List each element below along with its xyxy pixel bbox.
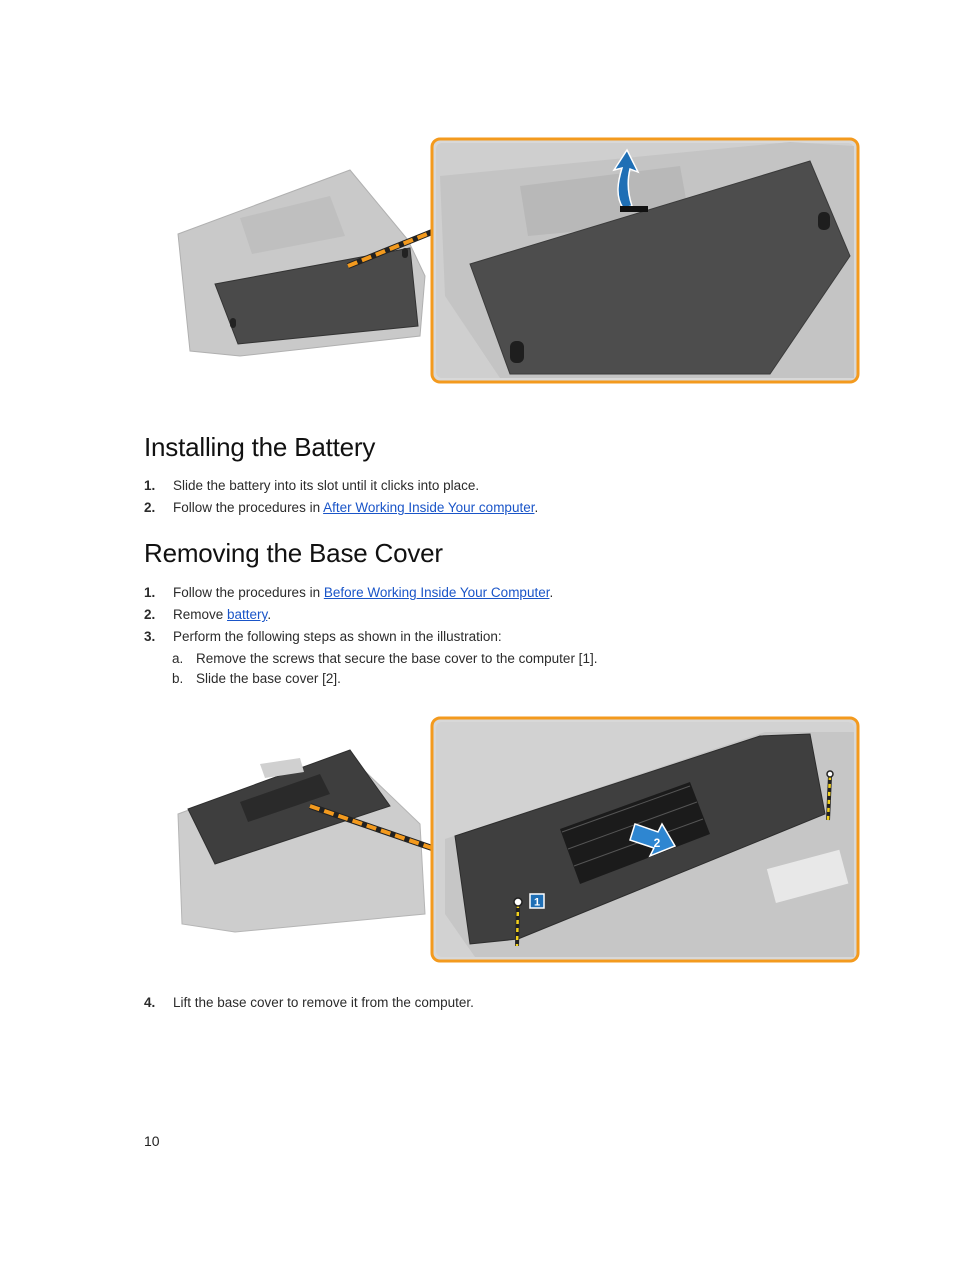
page-number: 10	[144, 1133, 160, 1149]
battery-removal-figure	[170, 136, 865, 386]
list-item: 1. Follow the procedures in Before Working Inside Your Computer.	[144, 585, 554, 600]
base-cover-figure	[170, 714, 865, 966]
section-title-installing: Installing the Battery	[144, 432, 376, 462]
list-item: 2. Follow the procedures in After Working Inside Your computer.	[144, 500, 539, 515]
after-working-link[interactable]: After Working Inside Your computer	[323, 500, 535, 515]
battery-link[interactable]: battery	[227, 607, 268, 622]
sub-list-item: b. Slide the base cover [2].	[172, 671, 341, 686]
section-title-removing: Removing the Base Cover	[144, 538, 443, 568]
list-item: 4. Lift the base cover to remove it from the computer.	[144, 995, 474, 1010]
sub-list-item: a. Remove the screws that secure the base cover to the computer [1].	[172, 651, 598, 666]
callout-1-badge	[530, 894, 544, 909]
svg-text:1: 1	[533, 896, 541, 909]
list-item: 3. Perform the following steps as shown in the illustration:	[144, 629, 502, 644]
svg-text:2: 2	[653, 836, 661, 850]
laptop-small-view	[178, 170, 425, 356]
list-item: 2. Remove battery.	[144, 607, 272, 622]
laptop-small-view	[178, 750, 425, 932]
list-item: 1. Slide the battery into its slot until it clicks into place.	[144, 478, 480, 493]
before-working-link[interactable]: Before Working Inside Your Computer	[323, 585, 550, 600]
